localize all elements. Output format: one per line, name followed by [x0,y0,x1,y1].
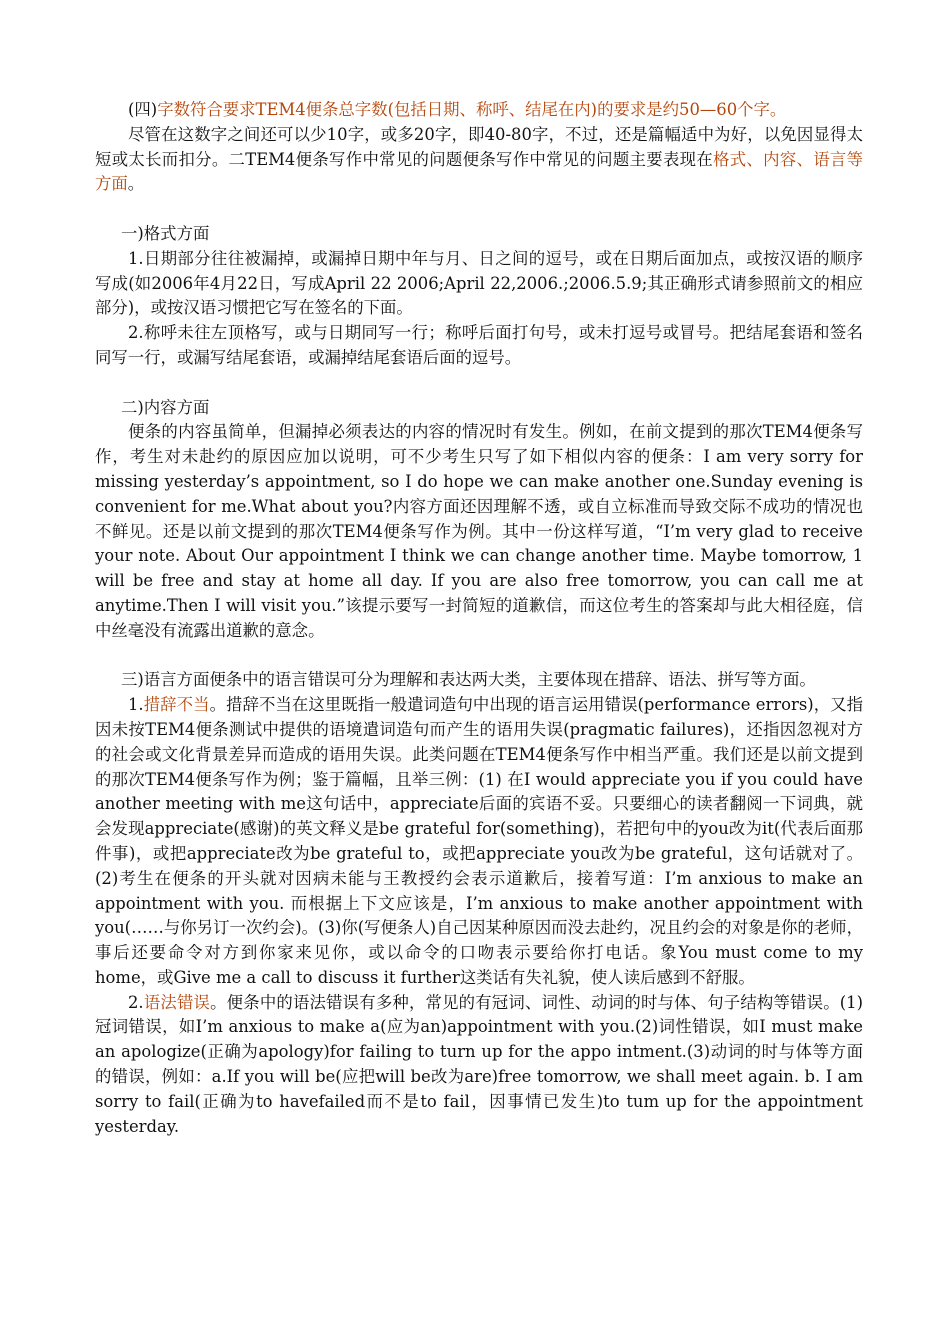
grammar-error-highlight: 语法错误 [143,992,211,1012]
format-paragraph-1: 1.日期部分往往被漏掉，或漏掉日期中年与月、日之间的逗号，或在日期后面加点，或按汉语的顺序写成(如2006年4月22日，写成April 22 2006;April 22,2006.;2006.5.9;其正确形式请参照前文的相应部分)，或按汉语习惯把它写在签名的下面。 [95,248,863,318]
content-paragraph-1: 便条的内容虽简单，但漏掉必须表达的内容的情况时有发生。例如，在前文提到的那次TEM4便条写作，考生对未赴约的原因应加以说明，可不少考生只写了如下相似内容的便条：I am very sorry for missing yesterday’s appointment, so I do hope we can make another one.Sunday evening is convenient for me.What about you?内容方面还因理解不透，或自立标准而导致交际不成功的情况也不鲜见。还是以前文提到的那次TEM4便条写作为例。其中一份这样写道，“I’m very glad to receive your note. About Our appointment I think we can change another time. Maybe tomorrow, 1 will be free and stay at home all day. If you are also free tomorrow, you can call me at anytime.Then I will visit you.”该提示要写一封简短的道歉信，而这位考生的答案却与此大相径庭，信中丝毫没有流露出道歉的意念。 [95,422,863,640]
language-paragraph-1: 1.措辞不当。措辞不当在这里既指一般遣词造句中出现的语言运用错误(performance errors)，又指因未按TEM4便条测试中提供的语境遣词造句而产生的语用失误(pragmatic failures)，还指因忽视对方的社会或文化背景差异而造成的语用失误。此类问题在TEM4便条写作中相当严重。我们还是以前文提到的那次TEM4便条写作为例；鉴于篇幅，且举三例：(1) 在I would appreciate you if you could have another meeting with me这句话中，appreciate后面的宾语不妥。只要细心的读者翻阅一下词典，就会发现appreciate(感谢)的英文释义是be grateful for(something)，若把句中的you改为it(代表后面那件事)，或把appreciate改为be grateful to，或把appreciate you改为be grateful，这句话就对了。(2)考生在便条的开头就对因病未能与王教授约会表示道歉后，接着写道：I’m anxious to make an appointment with you. 而根据上下文应该是，I’m anxious to make another appointment with you(……与你另订一次约会)。(3)你(写便条人)自己因某种原因而没去赴约，况且约会的对象是你的老师，事后还要命令对方到你家来见你，或以命令的口吻表示要给你打电话。象You must come to my home，或Give me a call to discuss it further这类话有失礼貌，使人读后感到不舒服。 [95,695,864,987]
section-4-body: 尽管在这数字之间还可以少10字，或多20字，即40-80字，不过，还是篇幅适中为好，以免因显得太短或太长而扣分。二TEM4便条写作中常见的问题便条写作中常见的问题主要表现在格式、内容、语言等方面。 [95,124,863,194]
aspects-highlight: 格式、内容、语言等方面 [95,149,863,194]
section-4-highlight: 字数符合要求TEM4便条总字数(包括日期、称呼、结尾在内)的要求是约50—60个字。 [157,100,787,119]
format-paragraph-2: 2.称呼未往左顶格写，或与日期同写一行；称呼后面打句号，或未打逗号或冒号。把结尾套语和签名同写一行，或漏写结尾套语，或漏掉结尾套语后面的逗号。 [95,323,863,367]
language-heading: 三)语言方面便条中的语言错误可分为理解和表达两大类，主要体现在措辞、语法、拼写等方面。 [121,670,816,690]
document-page [95,98,863,1139]
format-heading: 一)格式方面 [121,223,210,243]
section-4-title: (四)字数符合要求TEM4便条总字数(包括日期、称呼、结尾在内)的要求是约50—60个字。 [128,100,787,119]
content-heading: 二)内容方面 [121,397,210,417]
language-paragraph-2: 2.语法错误。便条中的语法错误有多种，常见的有冠词、词性、动词的时与体、句子结构等错误。(1)冠词错误，如I’m anxious to make a(应为an)appointment with you.(2)词性错误，如I must make an apologize(正确为apology)for failing to turn up for the appo intment.(3)动词的时与体等方面的错误，例如：a.If you will be(应把will be改为are)free tomorrow, we shall meet again. b. I am sorry to fail(正确为to havefailed而不是to fail，因事情已发生)to tum up for the appointment yesterday. [95,992,864,1136]
wording-error-highlight: 措辞不当 [143,695,210,715]
